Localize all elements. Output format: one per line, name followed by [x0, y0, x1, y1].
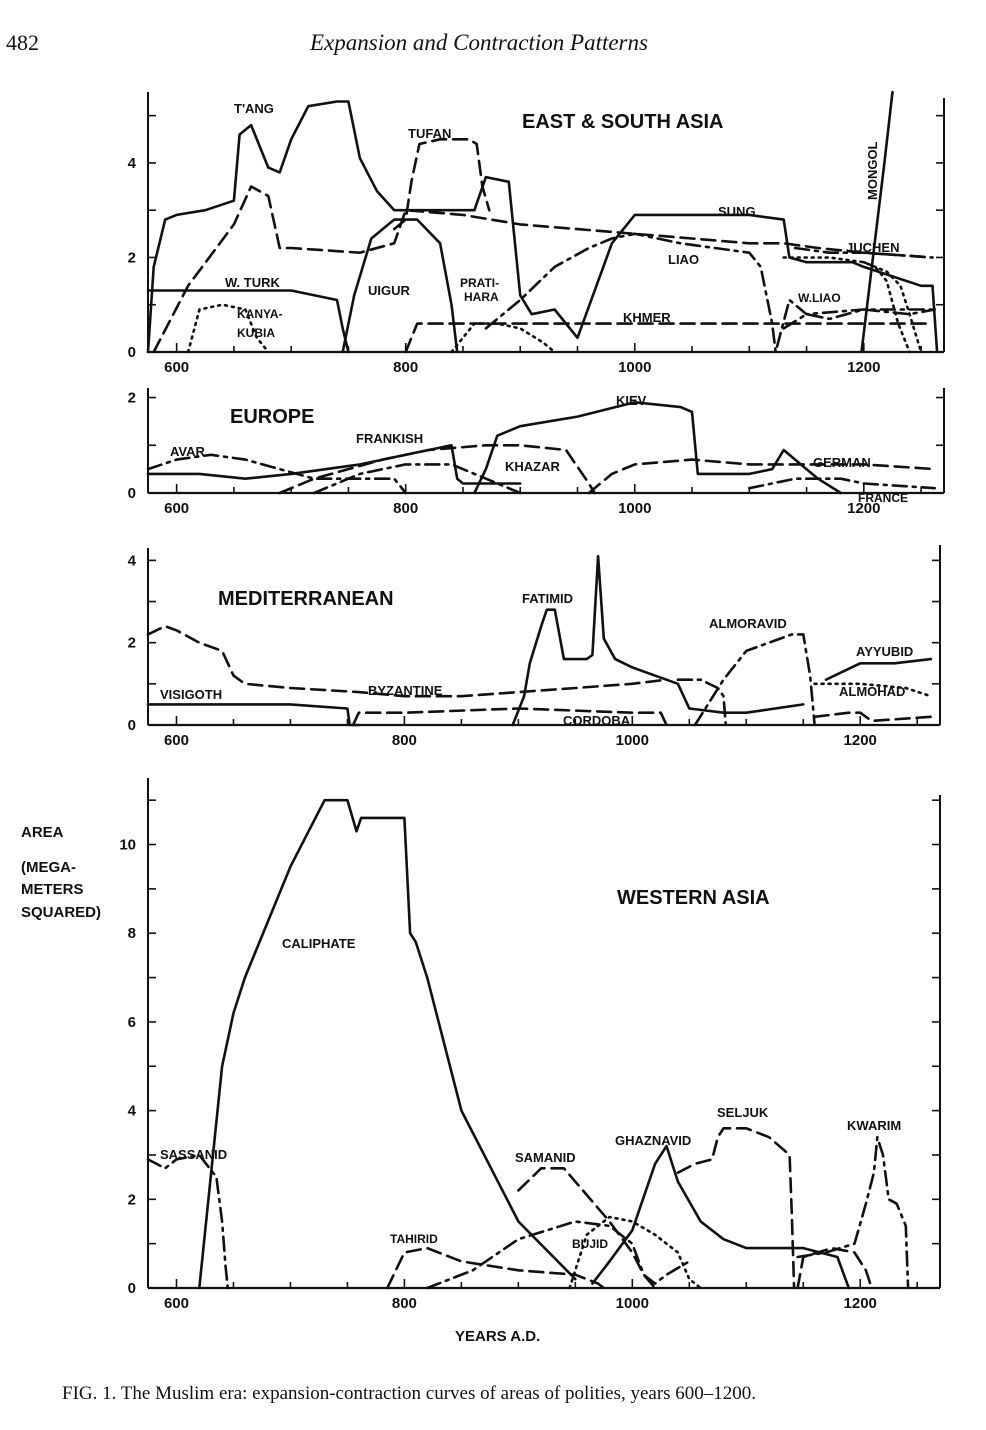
- label-mongol: MONGOL: [865, 141, 880, 200]
- mediterranean-series-unnamed-curve-8: [815, 713, 931, 721]
- label-kanya: KANYA-: [237, 307, 283, 321]
- western-asia-series-samanid-curve-3: [518, 1168, 655, 1288]
- western-asia-y-tick-label: 4: [127, 1102, 136, 1120]
- figure-caption: [62, 1383, 756, 1405]
- western-asia-y-tick-label: 8: [127, 925, 136, 943]
- mediterranean-x-tick-label: 600: [163, 732, 190, 749]
- mediterranean-series-fatimid-curve-3: [513, 556, 804, 725]
- europe-x-tick-label: 1000: [618, 500, 652, 517]
- label-almoravid: ALMORAVID: [709, 616, 787, 631]
- western-asia-series-ghaznavid-curve-5: [592, 1146, 848, 1288]
- europe-x-tick-label: 1200: [847, 500, 881, 517]
- mediterranean-y-tick-label: 2: [127, 634, 136, 652]
- label-w-turk: W. TURK: [225, 275, 280, 290]
- mediterranean-y-tick-label: 4: [127, 552, 136, 570]
- east-asia-y-tick-label: 2: [127, 249, 136, 267]
- western-asia-x-tick-label: 1000: [615, 1295, 650, 1312]
- y-axis-label-line-1: AREA: [21, 824, 64, 841]
- label-frankish: FRANKISH: [356, 431, 424, 446]
- europe-y-tick-label: 2: [127, 389, 136, 407]
- panel-title-east-asia: EAST & SOUTH ASIA: [522, 111, 724, 133]
- mediterranean-x-tick-label: 1000: [615, 732, 650, 749]
- label-kiev: KIEV: [616, 393, 647, 408]
- western-asia-series-seljuk-curve-6: [678, 1128, 794, 1288]
- western-asia-y-tick-label: 10: [119, 836, 136, 854]
- label-visigoth: VISIGOTH: [160, 687, 223, 702]
- label-almohad: ALMOHAD: [839, 684, 906, 699]
- europe-series-unnamed-curve-5: [314, 464, 520, 493]
- label-cordoba: CORDOBA: [563, 713, 631, 728]
- western-asia-y-tick-label: 2: [127, 1191, 136, 1209]
- east-asia-x-tick-label: 600: [164, 359, 190, 376]
- western-asia-y-tick-label: 6: [127, 1013, 136, 1031]
- label-byzantine: BYZANTINE: [368, 683, 443, 698]
- mediterranean-y-tick-label: 0: [127, 717, 136, 734]
- label-prati: PRATI-: [460, 276, 500, 290]
- east-asia-x-tick-label: 800: [393, 359, 419, 376]
- east-asia-x-tick-label: 1000: [618, 359, 652, 376]
- label-hara: HARA: [464, 290, 499, 304]
- western-asia-series-kwarim-curve-8: [798, 1137, 909, 1288]
- label-ayyubid: AYYUBID: [856, 644, 914, 659]
- mediterranean-x-tick-label: 800: [391, 732, 417, 749]
- page-number: 482: [6, 30, 39, 55]
- label-w-liao: W.LIAO: [798, 291, 841, 305]
- label-liao: LIAO: [668, 252, 700, 267]
- western-asia-series-sassanid-curve-1: [148, 1155, 228, 1288]
- east-asia-y-tick-label: 0: [127, 344, 136, 361]
- east-asia-y-tick-label: 4: [127, 154, 136, 172]
- label-uigur: UIGUR: [368, 283, 410, 298]
- east-asia-x-tick-label: 1200: [847, 359, 881, 376]
- label-sassanid: SASSANID: [160, 1147, 228, 1162]
- europe-y-tick-label: 0: [127, 485, 136, 502]
- figure-caption-label: FIG. 1.: [62, 1383, 117, 1404]
- mediterranean-x-tick-label: 1200: [843, 732, 877, 749]
- mediterranean-series-ayyubid-curve-5: [826, 659, 931, 680]
- y-axis-label-line-3: METERS: [21, 881, 84, 898]
- running-head: Expansion and Contraction Patterns: [310, 30, 648, 55]
- western-asia-x-tick-label: 1200: [843, 1295, 877, 1312]
- europe-x-tick-label: 800: [393, 500, 419, 517]
- western-asia-y-tick-label: 0: [127, 1280, 136, 1297]
- label-tahirid: TAHIRID: [390, 1232, 438, 1246]
- label-khmer: KHMER: [623, 310, 671, 325]
- label-tang: T'ANG: [234, 101, 274, 116]
- x-axis-label: YEARS A.D.: [455, 1328, 541, 1345]
- label-ghaznavid: GHAZNAVID: [615, 1133, 692, 1148]
- label-france: FRANCE: [858, 491, 908, 505]
- figure-caption-text: The Muslim era: expansion-contraction curves of areas of polities, years 600–1200.: [120, 1383, 757, 1404]
- panel-mediterranean: [128, 545, 940, 749]
- western-asia-x-tick-label: 600: [163, 1295, 190, 1312]
- panel-title-europe: EUROPE: [230, 406, 315, 428]
- east-asia-series-w-turk-curve-2: [148, 291, 348, 353]
- europe-x-tick-label: 600: [164, 500, 190, 517]
- label-fatimid: FATIMID: [522, 591, 574, 606]
- label-sung: SUNG: [718, 204, 756, 219]
- label-khazar: KHAZAR: [505, 459, 560, 474]
- y-axis-label-line-4: SQUARED): [21, 904, 102, 921]
- europe-series-france-curve-6: [749, 479, 935, 489]
- panel-title-mediterranean: MEDITERRANEAN: [218, 588, 394, 610]
- label-tufan: TUFAN: [408, 126, 452, 141]
- panel-title-western-asia: WESTERN ASIA: [617, 887, 770, 909]
- label-bujid: BUJID: [572, 1237, 609, 1251]
- label-seljuk: SELJUK: [717, 1105, 769, 1120]
- label-kwarim: KWARIM: [847, 1118, 902, 1133]
- label-avar: AVAR: [170, 444, 205, 459]
- label-kubia: KUBIA: [237, 326, 275, 340]
- western-asia-series-caliphate-curve-0: [199, 800, 575, 1288]
- western-asia-x-tick-label: 800: [391, 1295, 417, 1312]
- label-juchen: JUCHEN: [846, 240, 900, 255]
- europe-series-german-curve-4: [589, 460, 935, 493]
- label-german: GERMAN: [813, 455, 871, 470]
- label-caliphate: CALIPHATE: [282, 936, 356, 951]
- y-axis-label-line-2: (MEGA-: [21, 859, 76, 876]
- east-asia-series-unnamed-curve-10: [452, 324, 555, 352]
- label-samanid: SAMANID: [515, 1150, 576, 1165]
- panel-western-asia: [119, 778, 940, 1312]
- mediterranean-series-visigoth-curve-1: [148, 704, 359, 725]
